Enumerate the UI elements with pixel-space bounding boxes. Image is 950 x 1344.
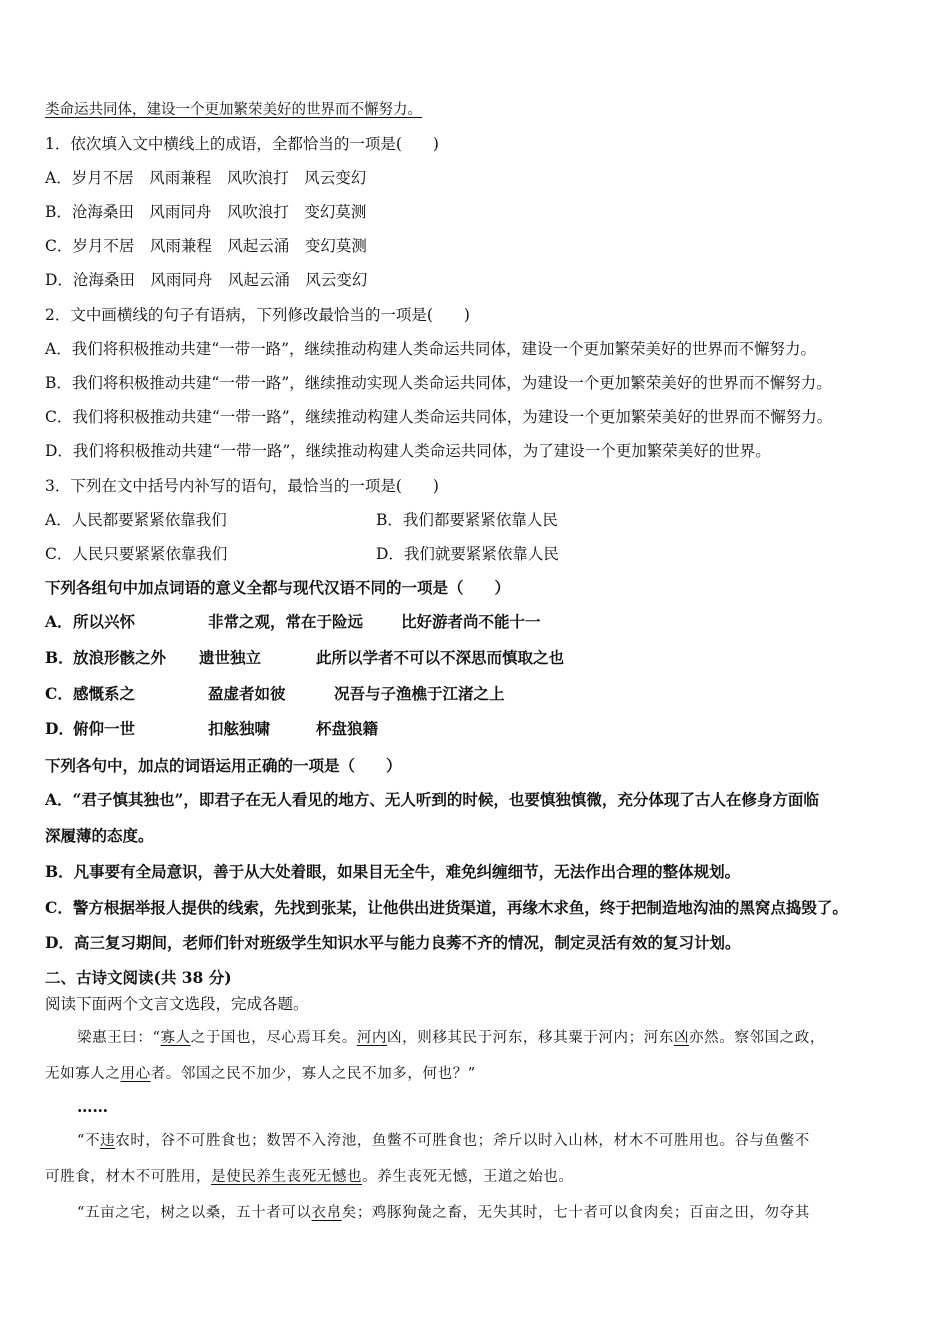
q5-option-c: C．警方根据举报人提供的线索，先找到张某，让他供出进货渠道，再缘木求鱼，终于把制造地沟油的黑窝点捣毁了。 [45, 898, 848, 917]
passage-line-5 [77, 1203, 810, 1223]
passage-text: 可胜食，材木不可胜用， [45, 1169, 212, 1185]
passage-underlined-sentence: 是使民养生丧死无憾也 [211, 1169, 363, 1185]
q4-option-c-item-3: 况吾与子渔樵于江渚之上 [334, 684, 505, 703]
section-2-title: 二、古诗文阅读(共 38 分) [45, 968, 232, 987]
q4-option-d-label: D． [45, 719, 74, 738]
passage-annotated-word: 违 [100, 1133, 116, 1149]
q4-option-d-item-1: 俯仰一世 [73, 719, 136, 738]
q3-option-b: B．我们都要紧紧依靠人民 [376, 511, 558, 529]
section-2-intro: 阅读下面两个文言文选段，完成各题。 [45, 995, 309, 1013]
q4-option-d-item-3: 杯盘狼籍 [316, 719, 379, 738]
q2-stem: 2．文中画横线的句子有语病，下列修改最恰当的一项是( ) [45, 306, 470, 324]
q1-option-b: B．沧海桑田 风雨同舟 风吹浪打 变幻莫测 [45, 203, 367, 221]
passage-text: 梁惠王曰：“ [77, 1030, 161, 1046]
passage-line-1 [77, 1028, 825, 1048]
passage-annotated-word: 寡人 [160, 1030, 191, 1046]
q4-option-c-item-2: 盈虚者如彼 [208, 684, 286, 703]
passage-line-4 [45, 1167, 574, 1187]
passage-text: 。养生丧死无憾，王道之始也。 [362, 1169, 574, 1185]
q4-option-b-item-3: 此所以学者不可以不深思而慎取之也 [316, 648, 565, 667]
q4-option-b-label: B． [45, 648, 74, 667]
q1-option-d: D．沧海桑田 风雨同舟 风起云涌 风云变幻 [45, 271, 368, 289]
q2-option-c: C．我们将积极推动共建“一带一路”，继续推动构建人类命运共同体，为建设一个更加繁荣美好的世界而不懈努力。 [45, 408, 833, 426]
q3-stem: 3．下列在文中括号内补写的语句，最恰当的一项是( ) [45, 477, 439, 495]
passage-annotated-word: 凶 [673, 1030, 690, 1046]
passage-text: 亦然。察邻国之政， [689, 1030, 825, 1046]
q4-option-a-item-2: 非常之观，常在于险远 [208, 612, 364, 631]
q4-option-b-item-1: 放浪形骸之外 [73, 648, 167, 667]
q4-option-a-item-3: 比好游者尚不能十一 [401, 612, 541, 631]
q4-option-a-item-1: 所以兴怀 [73, 612, 136, 631]
q1-stem: 1．依次填入文中横线上的成语，全都恰当的一项是( ) [45, 135, 439, 153]
q4-option-a-label: A． [45, 612, 73, 631]
passage-line-3 [77, 1131, 810, 1151]
q4-option-c-item-1: 感慨系之 [73, 684, 136, 703]
passage-annotated-word: 衣帛 [311, 1205, 342, 1221]
passage-ellipsis: …… [77, 1097, 108, 1116]
q1-option-c: C．岁月不居 风雨兼程 风起云涌 变幻莫测 [45, 237, 367, 255]
q5-option-b: B．凡事要有全局意识，善于从大处着眼，如果目无全牛，难免纠缠细节，无法作出合理的整体规划。 [45, 862, 741, 881]
passage-text: 之于国也，尽心焉耳矣。 [190, 1030, 357, 1046]
q2-option-d: D．我们将积极推动共建“一带一路”，继续推动构建人类命运共同体，为了建设一个更加繁荣美好的世界。 [45, 442, 771, 460]
q3-option-d: D．我们就要紧紧依靠人民 [376, 545, 559, 563]
q2-option-a: A．我们将积极推动共建“一带一路”，继续推动构建人类命运共同体，建设一个更加繁荣美好的世界而不懈努力。 [45, 340, 817, 358]
q4-option-c-label: C． [45, 684, 73, 703]
q5-option-a-line-2: 深履薄的态度。 [45, 826, 154, 845]
passage-text: 无如寡人之 [45, 1066, 121, 1082]
passage-text: 农时，谷不可胜食也；数罟不入洿池，鱼鳖不可胜食也；斧斤以时入山林，材木不可胜用也。谷与鱼鳖不 [115, 1133, 810, 1149]
passage-text: 者。邻国之民不加少，寡人之民不加多，何也？” [150, 1066, 476, 1082]
q4-stem: 下列各组句中加点词语的意义全都与现代汉语不同的一项是（ ） [45, 578, 511, 597]
q3-option-c: C．人民只要紧紧依靠我们 [45, 545, 228, 563]
passage-annotated-word: 河内 [356, 1030, 388, 1046]
passage-annotated-word: 用心 [120, 1066, 151, 1082]
passage-text: “五亩之宅，树之以桑，五十者可以 [77, 1205, 312, 1221]
q4-option-b-item-2: 遗世独立 [199, 648, 262, 667]
q2-option-b: B．我们将积极推动共建“一带一路”，继续推动实现人类命运共同体，为建设一个更加繁荣美好的世界而不懈努力。 [45, 374, 832, 392]
passage-text: 矣；鸡豚狗彘之畜，无失其时，七十者可以食肉矣；百亩之田，勿夺其 [341, 1205, 810, 1221]
top-underlined-sentence: 类命运共同体，建设一个更加繁荣美好的世界而不懈努力。 [45, 102, 422, 118]
q5-option-a-line-1: A．“君子慎其独也”，即君子在无人看见的地方、无人听到的时候，也要慎独慎微，充分体现了古人在修身方面临 [45, 790, 819, 809]
q5-stem: 下列各句中，加点的词语运用正确的一项是（ ） [45, 756, 402, 775]
q1-option-a: A．岁月不居 风雨兼程 风吹浪打 风云变幻 [45, 169, 367, 187]
q4-option-d-item-2: 扣舷独啸 [208, 719, 271, 738]
q5-option-d: D．高三复习期间，老师们针对班级学生知识水平与能力良莠不齐的情况，制定灵活有效的复习计划。 [45, 933, 741, 952]
q3-option-a: A．人民都要紧紧依靠我们 [45, 511, 227, 529]
passage-text: 凶，则移其民于河东，移其粟于河内；河东 [387, 1030, 674, 1046]
passage-text: “不 [77, 1133, 101, 1149]
passage-line-2 [45, 1064, 476, 1084]
